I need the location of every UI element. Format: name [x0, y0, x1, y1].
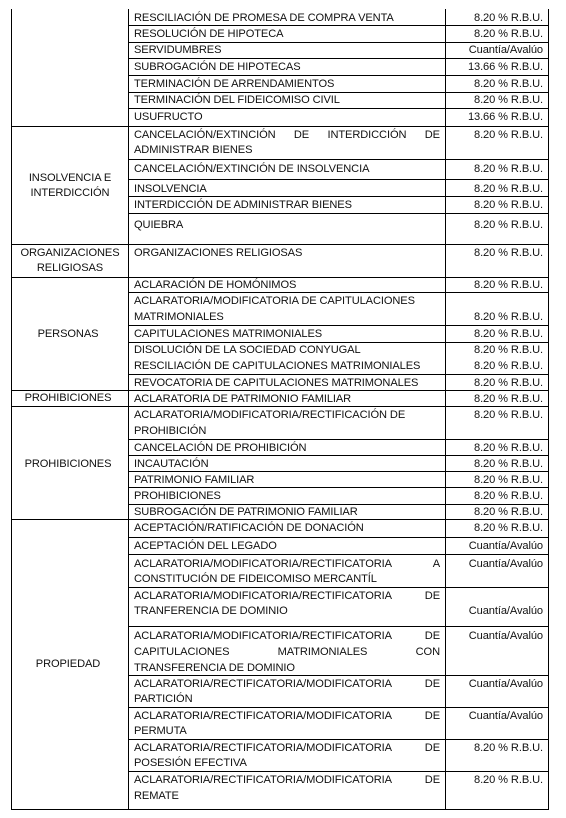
row-description-line2: CONSTITUCIÓN DE FIDEICOMISO MERCANTÍL — [134, 573, 377, 585]
table-border-right — [548, 9, 549, 810]
row-description: PROHIBICIONES — [134, 490, 221, 502]
row-description: SUBROGACIÓN DE PATRIMONIO FAMILIAR — [134, 506, 358, 518]
row-description: ACLARACIÓN DE HOMÓNIMOS — [134, 279, 297, 291]
row-description: SUBROGACIÓN DE HIPOTECAS — [134, 61, 301, 73]
row-divider — [128, 626, 549, 627]
row-value: 8.20 % R.B.U. — [474, 377, 543, 389]
row-value: Cuantía/Avalúo — [468, 558, 543, 570]
row-description: RESOLUCIÓN DE HIPOTECA — [134, 28, 284, 40]
category-propiedad: PROPIEDAD — [35, 658, 101, 670]
row-description: INCAUTACIÓN — [134, 458, 209, 470]
row-value: 8.20 % R.B.U. — [474, 279, 543, 291]
row-description-line1: ACLARATORIA/RECTIFICATORIA/MODIFICATORIA DE — [134, 742, 440, 754]
row-value: 8.20 % R.B.U. — [474, 328, 543, 340]
row-value: 8.20 % R.B.U. — [474, 12, 543, 24]
row-value: 8.20 % R.B.U. — [474, 474, 543, 486]
row-description-line2: TRANFERENCIA DE DOMINIO — [134, 605, 288, 617]
row-description-line2: PERMUTA — [134, 725, 187, 737]
table-border-bottom — [11, 809, 549, 810]
row-value: 8.20 % R.B.U. — [474, 28, 543, 40]
row-description: CANCELACIÓN DE PROHIBICIÓN — [134, 442, 307, 454]
category-personas: PERSONAS — [37, 328, 99, 340]
row-divider — [128, 159, 549, 160]
row-description-line1: ACLARATORIA/RECTIFICATORIA/MODIFICATORIA DE — [134, 710, 440, 722]
row-value: Cuantía/Avalúo — [468, 710, 543, 722]
row-value: 8.20 % R.B.U. — [474, 163, 543, 175]
row-description: TERMINACIÓN DE ARRENDAMIENTOS — [134, 78, 335, 90]
row-description: INSOLVENCIA — [134, 183, 207, 195]
row-description: RESCILIACIÓN DE CAPITULACIONES MATRIMONIALES — [134, 360, 421, 372]
row-value: 8.20 % R.B.U. — [474, 490, 543, 502]
row-value: 8.20 % R.B.U. — [474, 458, 543, 470]
row-value: 8.20 % R.B.U. — [474, 409, 543, 421]
row-value: 8.20 % R.B.U. — [474, 78, 543, 90]
row-value: 8.20 % R.B.U. — [474, 742, 543, 754]
row-description: QUIEBRA — [134, 219, 184, 231]
row-value: 8.20 % R.B.U. — [474, 522, 543, 534]
row-description-line2: CAPITULACIONES MATRIMONIALES CON — [134, 646, 440, 658]
row-description: REVOCATORIA DE CAPITULACIONES MATRIMONALES — [134, 377, 419, 389]
row-description: RESCILIACIÓN DE PROMESA DE COMPRA VENTA — [134, 12, 394, 24]
row-description: CAPITULACIONES MATRIMONIALES — [134, 328, 323, 340]
row-description-line2: POSESIÓN EFECTIVA — [134, 757, 247, 769]
row-description: ACEPTACIÓN DEL LEGADO — [134, 540, 277, 552]
category-insolvencia: INSOLVENCIA E INTERDICCIÓN — [28, 172, 112, 199]
row-description: USUFRUCTO — [134, 111, 203, 123]
row-description-line2: REMATE — [134, 790, 179, 802]
row-value: 8.20 % R.B.U. — [474, 94, 543, 106]
row-value: 8.20 % R.B.U. — [474, 219, 543, 231]
column-divider-1 — [128, 9, 129, 810]
category-prohibiciones-single: PROHIBICIONES — [24, 392, 112, 404]
row-divider — [128, 213, 549, 214]
row-description: ACLARATORIA DE PATRIMONIO FAMILIAR — [134, 393, 352, 405]
category-prohibiciones: PROHIBICIONES — [24, 458, 112, 470]
row-description-line1: ACLARATORIA/MODIFICATORIA/RECTIFICATORIA DE — [134, 590, 440, 602]
row-value: 13.66 % R.B.U. — [467, 111, 543, 123]
row-description-line1: ACLARATORIA/RECTIFICATORIA/MODIFICATORIA DE — [134, 774, 440, 786]
row-value: 8.20 % R.B.U. — [474, 129, 543, 141]
row-value: 8.20 % R.B.U. — [474, 393, 543, 405]
row-description-line1: CANCELACIÓN/EXTINCIÓN DE INTERDICCIÓN DE — [134, 129, 440, 141]
row-description-line2: PROHIBICIÓN — [134, 425, 207, 437]
row-value: 8.20 % R.B.U. — [474, 506, 543, 518]
row-description-line2: MATRIMONIALES — [134, 311, 224, 323]
row-value: Cuantía/Avalúo — [468, 605, 543, 617]
row-divider — [128, 179, 549, 180]
row-value: Cuantía/Avalúo — [468, 678, 543, 690]
row-description-line3: TRANSFERENCIA DE DOMINIO — [134, 662, 295, 674]
row-value: 8.20 % R.B.U. — [474, 344, 543, 356]
row-description-line1: ACLARATORIA/MODIFICATORIA/RECTIFICATORIA DE — [134, 630, 440, 642]
row-divider — [128, 554, 549, 555]
column-divider-2 — [445, 9, 446, 810]
row-description: TERMINACIÓN DEL FIDEICOMISO CIVIL — [134, 94, 340, 106]
row-value: 13.66 % R.B.U. — [467, 61, 543, 73]
row-description-line1: ACLARATORIA/RECTIFICATORIA/MODIFICATORIA DE — [134, 678, 440, 690]
row-value: 8.20 % R.B.U. — [474, 199, 543, 211]
row-value: 8.20 % R.B.U. — [474, 311, 543, 323]
row-description: PATRIMONIO FAMILIAR — [134, 474, 255, 486]
row-value: 8.20 % R.B.U. — [474, 774, 543, 786]
row-value: 8.20 % R.B.U. — [474, 183, 543, 195]
row-description: ORGANIZACIONES RELIGIOSAS — [134, 247, 303, 259]
row-description: SERVIDUMBRES — [134, 44, 222, 56]
category-organizaciones: ORGANIZACIONES RELIGIOSAS — [20, 247, 120, 274]
row-description-line1: ACLARATORIA/MODIFICATORIA/RECTIFICATORIA A — [134, 558, 440, 570]
row-value: 8.20 % R.B.U. — [474, 360, 543, 372]
row-value: Cuantía/Avalúo — [468, 540, 543, 552]
row-description: DISOLUCIÓN DE LA SOCIEDAD CONYUGAL — [134, 344, 361, 356]
row-description-line2: PARTICIÓN — [134, 693, 193, 705]
row-description: ACEPTACIÓN/RATIFICACIÓN DE DONACIÓN — [134, 522, 364, 534]
row-value: Cuantía/Avalúo — [468, 630, 543, 642]
row-value: 8.20 % R.B.U. — [474, 247, 543, 259]
row-description: CANCELACIÓN/EXTINCIÓN DE INSOLVENCIA — [134, 163, 370, 175]
row-value: Cuantía/Avalúo — [468, 44, 543, 56]
row-description-line2: ADMINISTRAR BIENES — [134, 144, 253, 156]
table-border-left — [11, 9, 12, 810]
row-description-line1: ACLARATORIA/MODIFICATORIA DE CAPITULACIONES — [134, 295, 415, 307]
row-description: INTERDICCIÓN DE ADMINISTRAR BIENES — [134, 199, 352, 211]
row-value: 8.20 % R.B.U. — [474, 442, 543, 454]
row-description-line1: ACLARATORIA/MODIFICATORIA/RECTIFICACIÓN DE — [134, 409, 406, 421]
